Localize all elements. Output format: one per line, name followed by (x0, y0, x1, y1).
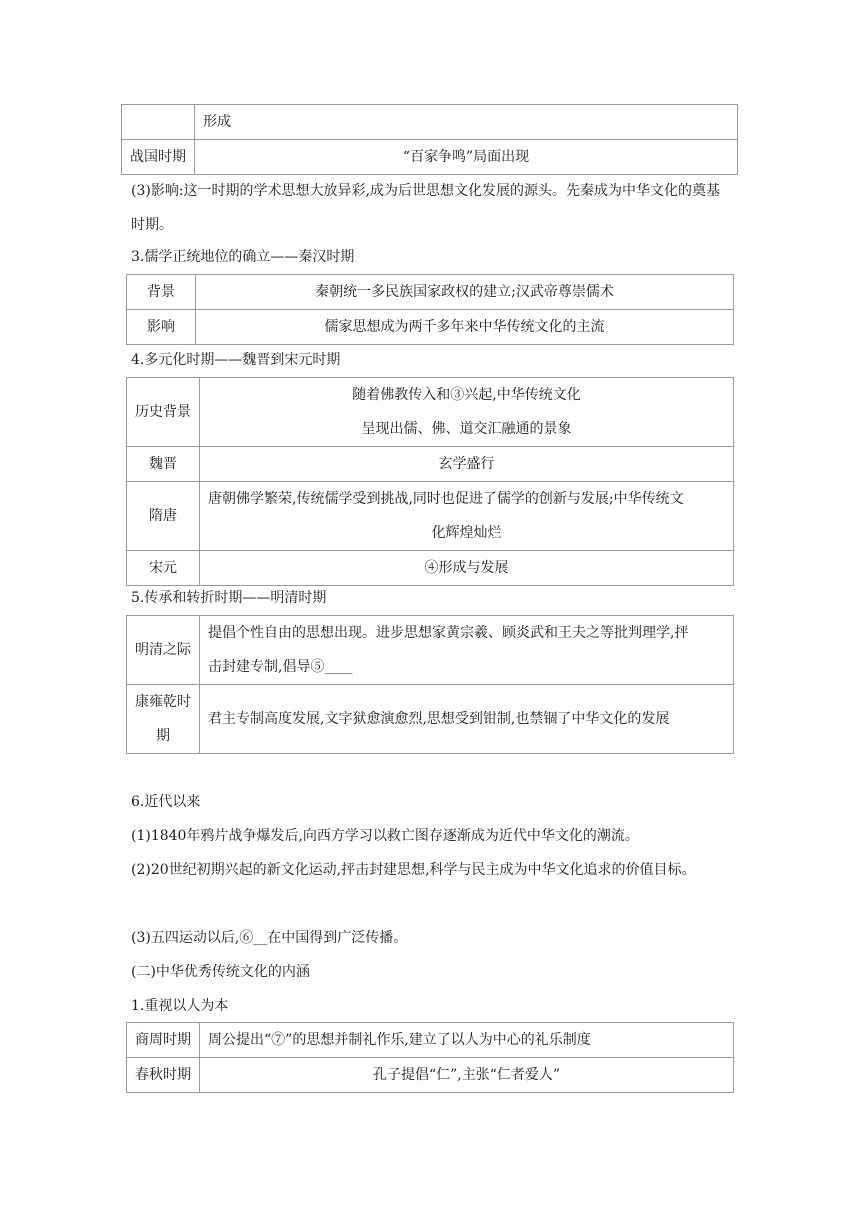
heading-people-oriented: 1.重视以人为本 (131, 998, 229, 1014)
row-content: ④形成与发展 (200, 551, 734, 586)
row-content-line: 呈现出儒、佛、道交汇融通的景象 (361, 421, 572, 437)
row-content: 儒家思想成为两千多年来中华传统文化的主流 (196, 310, 734, 345)
paragraph-modern-3: (3)五四运动以后,⑥__在中国得到广泛传播。 (131, 930, 408, 946)
row-label: 影响 (127, 310, 196, 345)
row-content (200, 616, 734, 685)
table-people-oriented (126, 1022, 734, 1093)
row-label: 背景 (127, 275, 196, 310)
row-content-line: 唐朝佛学繁荣,传统儒学受到挑战,同时也促进了儒学的创新与发展;中华传统文 (208, 491, 684, 507)
row-label: 隋唐 (127, 482, 200, 551)
row-content: 秦朝统一多民族国家政权的建立;汉武帝尊崇儒术 (196, 275, 734, 310)
row-content-line: 提倡个性自由的思想出现。进步思想家黄宗羲、顾炎武和王夫之等批判理学,抨 (208, 625, 689, 641)
row-label-line: 期 (156, 728, 170, 744)
row-label (122, 105, 195, 140)
table-row (127, 482, 734, 551)
row-content-line: 击封建专制,倡导⑤____ (208, 659, 353, 675)
table-row (122, 105, 738, 140)
paragraph-influence: (3)影响:这一时期的学术思想大放异彩,成为后世思想文化发展的源头。先秦成为中华文化的奠基时期。 (131, 183, 720, 233)
row-label: 战国时期 (122, 140, 195, 175)
row-content: 孔子提倡“仁”,主张“仁者爱人” (200, 1058, 734, 1093)
table-row (127, 685, 734, 754)
table-row (127, 275, 734, 310)
row-content: 周公提出“⑦”的思想并制礼作乐,建立了以人为中心的礼乐制度 (200, 1023, 734, 1058)
row-content: 君主专制高度发展,文字狱愈演愈烈,思想受到钳制,也禁锢了中华文化的发展 (200, 685, 734, 754)
row-content: “百家争鸣”局面出现 (195, 140, 738, 175)
table-qin-han (126, 274, 734, 345)
row-label (127, 685, 200, 754)
section-heading-connotation: (二)中华优秀传统文化的内涵 (131, 964, 310, 980)
heading-confucian-orthodoxy: 3.儒学正统地位的确立——秦汉时期 (131, 249, 355, 265)
table-warring-states (121, 104, 738, 175)
heading-ming-qing: 5.传承和转折时期——明清时期 (131, 590, 327, 606)
row-content (200, 378, 734, 447)
table-row (127, 616, 734, 685)
table-ming-qing (126, 615, 734, 754)
table-row (127, 447, 734, 482)
table-row (127, 1058, 734, 1093)
table-row (122, 140, 738, 175)
row-label: 商周时期 (127, 1023, 200, 1058)
table-row (127, 310, 734, 345)
row-label: 宋元 (127, 551, 200, 586)
paragraph-modern-1: (1)1840年鸦片战争爆发后,向西方学习以救亡图存逐渐成为近代中华文化的潮流。 (131, 828, 639, 844)
paragraph-modern-2: (2)20世纪初期兴起的新文化运动,抨击封建思想,科学与民主成为中华文化追求的价值目标。 (131, 862, 696, 878)
row-label: 春秋时期 (127, 1058, 200, 1093)
heading-modern: 6.近代以来 (131, 794, 201, 810)
row-content: 形成 (195, 105, 738, 140)
row-content: 玄学盛行 (200, 447, 734, 482)
row-label: 历史背景 (127, 378, 200, 447)
row-label: 明清之际 (127, 616, 200, 685)
heading-diversification: 4.多元化时期——魏晋到宋元时期 (131, 352, 341, 368)
row-content-line: 随着佛教传入和③兴起,中华传统文化 (352, 387, 581, 403)
row-content-line: 化辉煌灿烂 (431, 525, 502, 541)
row-label-line: 康雍乾时 (135, 694, 191, 710)
table-row (127, 378, 734, 447)
row-label: 魏晋 (127, 447, 200, 482)
row-content (200, 482, 734, 551)
table-wei-jin-song-yuan (126, 377, 734, 586)
table-row (127, 1023, 734, 1058)
